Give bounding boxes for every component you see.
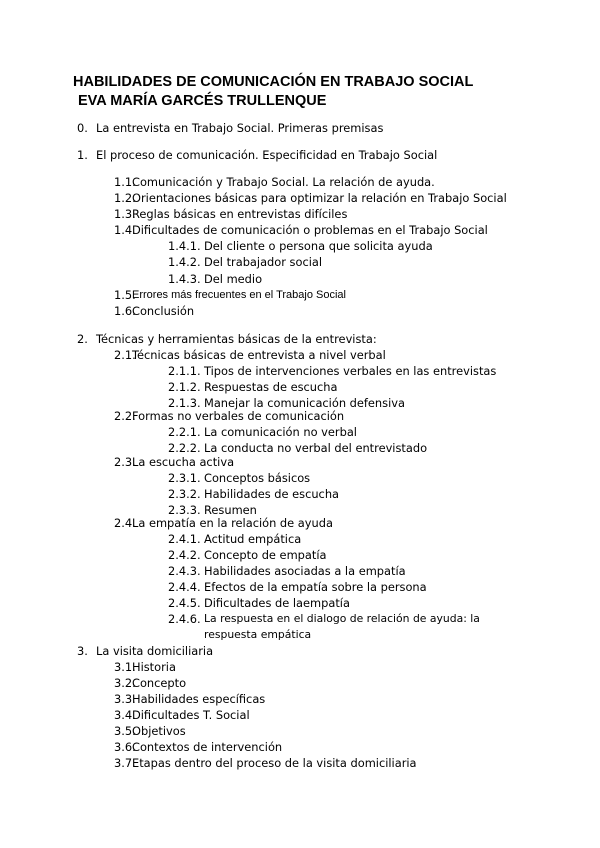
toc-number: 3.4. [114, 708, 136, 722]
toc-text: Reglas básicas en entrevistas difíciles [132, 207, 348, 221]
toc-number: 2.4.4. [168, 580, 201, 594]
toc-text: Del medio [204, 272, 263, 286]
toc-text-continuation: respuesta empática [204, 628, 312, 641]
toc-number: 2.4.1. [168, 532, 201, 546]
toc-text: La empatía en la relación de ayuda [132, 516, 333, 530]
toc-text: Habilidades de escucha [204, 487, 340, 501]
toc-text: Técnicas y herramientas básicas de la entrevista: [96, 332, 377, 346]
toc-number: 1.4.1. [168, 239, 201, 253]
toc-text: Conceptos básicos [204, 471, 311, 485]
toc-text: La entrevista en Trabajo Social. Primeras premisas [96, 121, 384, 135]
toc-text: La escucha activa [132, 455, 235, 469]
toc-number: 1.5. [114, 288, 136, 302]
document-author: EVA MARÍA GARCÉS TRULLENQUE [78, 93, 327, 109]
toc-number: 3.1. [114, 660, 136, 674]
toc-text: Orientaciones básicas para optimizar la relación en Trabajo Social [132, 191, 507, 205]
toc-text: Dificultades T. Social [132, 708, 250, 722]
toc-number: 0. [77, 121, 88, 135]
toc-text: Dificultades de laempatía [204, 596, 350, 610]
toc-number: 1.2. [114, 191, 136, 205]
toc-text: Resumen [204, 503, 257, 517]
toc-text: Del cliente o persona que solicita ayuda [204, 239, 433, 253]
toc-number: 2.3.1. [168, 471, 201, 485]
toc-number: 3.6. [114, 740, 136, 754]
toc-text: Dificultades de comunicación o problemas en el Trabajo Social [132, 223, 488, 237]
toc-number: 3.3. [114, 692, 136, 706]
toc-text: Efectos de la empatía sobre la persona [204, 580, 427, 594]
toc-text: Errores más frecuentes en el Trabajo Social [132, 289, 346, 301]
toc-number: 2.3.2. [168, 487, 201, 501]
toc-text: Actitud empática [204, 532, 302, 546]
toc-text: Del trabajador social [204, 255, 323, 269]
toc-text: Conclusión [132, 304, 195, 318]
toc-text: Formas no verbales de comunicación [132, 409, 345, 423]
toc-number: 1.4.3. [168, 272, 201, 286]
toc-number: 2.1.2. [168, 380, 201, 394]
document-title: HABILIDADES DE COMUNICACIÓN EN TRABAJO SOCIAL [73, 74, 474, 90]
toc-number: 2.2.2. [168, 441, 201, 455]
toc-text: La conducta no verbal del entrevistado [204, 441, 428, 455]
toc-text: Concepto de empatía [204, 548, 327, 562]
toc-number: 2.2.1. [168, 425, 201, 439]
toc-text: La comunicación no verbal [204, 425, 357, 439]
toc-text: Comunicación y Trabajo Social. La relación de ayuda. [132, 175, 435, 189]
toc-number: 1.3. [114, 207, 136, 221]
toc-text: La respuesta en el dialogo de relación de ayuda: la [204, 612, 480, 625]
toc-text: Manejar la comunicación defensiva [204, 396, 405, 410]
toc-text: Etapas dentro del proceso de la visita domiciliaria [132, 756, 417, 770]
toc-number: 3. [77, 644, 88, 658]
toc-text: El proceso de comunicación. Especificidad en Trabajo Social [96, 148, 438, 162]
toc-text: Tipos de intervenciones verbales en las entrevistas [204, 364, 497, 378]
toc-number: 2.2. [114, 409, 136, 423]
toc-text: Técnicas básicas de entrevista a nivel verbal [132, 348, 386, 362]
toc-number: 2.3.3. [168, 503, 201, 517]
toc-text: Concepto [132, 676, 187, 690]
toc-number: 1.1. [114, 175, 136, 189]
toc-text: Habilidades específicas [132, 692, 266, 706]
toc-number: 2.1.1. [168, 364, 201, 378]
toc-number: 2.4.6. [168, 612, 201, 626]
toc-text: Respuestas de escucha [204, 380, 338, 394]
toc-number: 1.4. [114, 223, 136, 237]
toc-number: 2.4.3. [168, 564, 201, 578]
toc-text: Habilidades asociadas a la empatía [204, 564, 406, 578]
toc-number: 2.4. [114, 516, 136, 530]
toc-text: Historia [132, 660, 176, 674]
toc-number: 2.4.2. [168, 548, 201, 562]
toc-number: 2. [77, 332, 88, 346]
toc-number: 2.1.3. [168, 396, 201, 410]
toc-number: 2.1. [114, 348, 136, 362]
toc-number: 3.2. [114, 676, 136, 690]
toc-number: 3.7. [114, 756, 136, 770]
toc-number: 1.6. [114, 304, 136, 318]
toc-number: 3.5. [114, 724, 136, 738]
toc-number: 1.4.2. [168, 255, 201, 269]
toc-text: La visita domiciliaria [96, 644, 214, 658]
toc-number: 1. [77, 148, 88, 162]
toc-text: Objetivos [132, 724, 186, 738]
toc-number: 2.4.5. [168, 596, 201, 610]
toc-number: 2.3. [114, 455, 136, 469]
toc-text: Contextos de intervención [132, 740, 283, 754]
